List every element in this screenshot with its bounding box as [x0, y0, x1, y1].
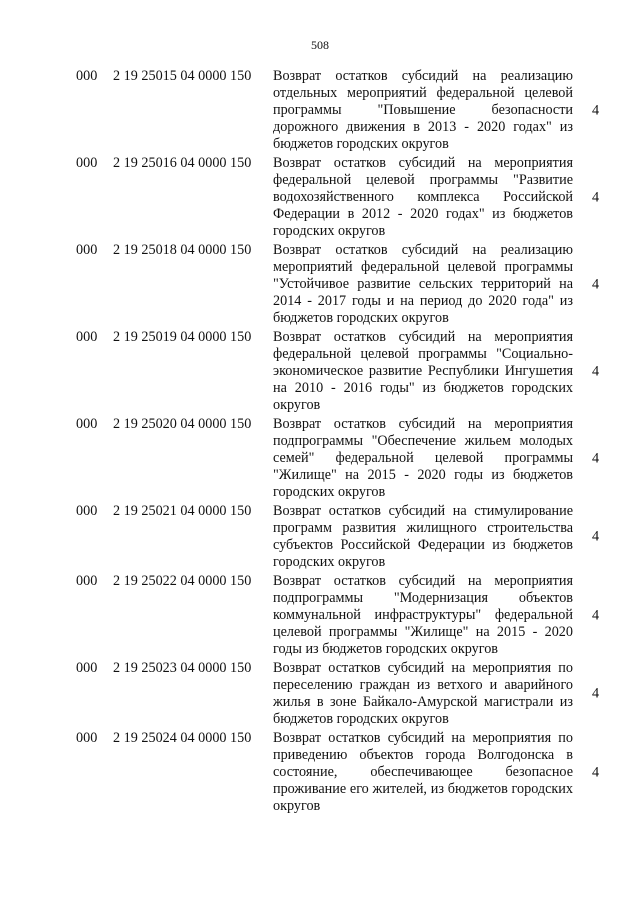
level-value: 4 — [592, 189, 600, 205]
income-description: Возврат остатков субсидий на стимулирование программ развития жилищного строительства субъектов Российской Федерации из бюджетов городских округов — [273, 503, 573, 570]
table-row — [0, 329, 640, 414]
budget-classification-code: 2 19 25016 04 0000 150 — [113, 155, 252, 171]
budget-classification-code: 2 19 25024 04 0000 150 — [113, 730, 252, 746]
level-value: 4 — [592, 607, 600, 623]
income-description: Возврат остатков субсидий на мероприятия подпрограммы "Модернизация объектов коммунальной инфраструктуры" федеральной целевой программы "Жилище" на 2015 - 2020 годы из бюджетов городских округов — [273, 573, 573, 657]
income-description: Возврат остатков субсидий на мероприятия федеральной целевой программы "Развитие водохозяйственного комплекса Российской Федерации в 2012 - 2020 годах" из бюджетов городских округов — [273, 155, 573, 239]
income-description: Возврат остатков субсидий на мероприятия по переселению граждан из ветхого и аварийного жилья в зоне Байкало-Амурской магистрали из бюджетов городских округов — [273, 660, 573, 727]
table-row — [0, 730, 640, 815]
admin-code: 000 — [76, 660, 98, 676]
income-description: Возврат остатков субсидий на мероприятия федеральной целевой программы "Социально-экономическое развитие Республики Ингушетия на 2010 - 2016 годы" из бюджетов городских округов — [273, 329, 573, 413]
level-value: 4 — [592, 276, 600, 292]
level-value: 4 — [592, 764, 600, 780]
level-value: 4 — [592, 363, 600, 379]
income-description: Возврат остатков субсидий на мероприятия подпрограммы "Обеспечение жильем молодых семей" федеральной целевой программы "Жилище" на 2015 - 2020 годы из бюджетов городских округов — [273, 416, 573, 500]
income-description: Возврат остатков субсидий на реализацию отдельных мероприятий федеральной целевой программы "Повышение безопасности дорожного движения в 2013 - 2020 годах" из бюджетов городских округов — [273, 68, 573, 152]
income-description: Возврат остатков субсидий на реализацию мероприятий федеральной целевой программы "Устойчивое развитие сельских территорий на 2014 - 2017 годы и на период до 2020 года" из бюджетов городских округов — [273, 242, 573, 326]
table-row — [0, 68, 640, 153]
budget-classification-code: 2 19 25023 04 0000 150 — [113, 660, 252, 676]
budget-classification-code: 2 19 25018 04 0000 150 — [113, 242, 252, 258]
table-row — [0, 503, 640, 571]
level-value: 4 — [592, 528, 600, 545]
budget-classification-code: 2 19 25021 04 0000 150 — [113, 503, 252, 519]
budget-classification-code: 2 19 25022 04 0000 150 — [113, 573, 252, 589]
budget-classification-code: 2 19 25020 04 0000 150 — [113, 416, 252, 432]
table-row — [0, 660, 640, 728]
income-description: Возврат остатков субсидий на мероприятия по приведению объектов города Волгодонска в состояние, обеспечивающее безопасное проживание его жителей, из бюджетов городских округов — [273, 730, 573, 814]
table-row — [0, 242, 640, 327]
level-value: 4 — [592, 685, 600, 702]
table-row — [0, 155, 640, 240]
admin-code: 000 — [76, 730, 98, 746]
budget-classification-code: 2 19 25019 04 0000 150 — [113, 329, 252, 345]
table-row — [0, 573, 640, 658]
budget-code-table — [0, 68, 640, 815]
level-value: 4 — [592, 450, 600, 466]
table-row — [0, 416, 640, 501]
budget-classification-code: 2 19 25015 04 0000 150 — [113, 68, 252, 84]
page-number: 508 — [311, 38, 329, 52]
admin-code: 000 — [76, 573, 98, 589]
admin-code: 000 — [76, 503, 98, 519]
level-value: 4 — [592, 102, 600, 118]
admin-code: 000 — [76, 329, 98, 345]
admin-code: 000 — [76, 68, 98, 84]
admin-code: 000 — [76, 416, 98, 432]
admin-code: 000 — [76, 242, 98, 258]
admin-code: 000 — [76, 155, 98, 171]
